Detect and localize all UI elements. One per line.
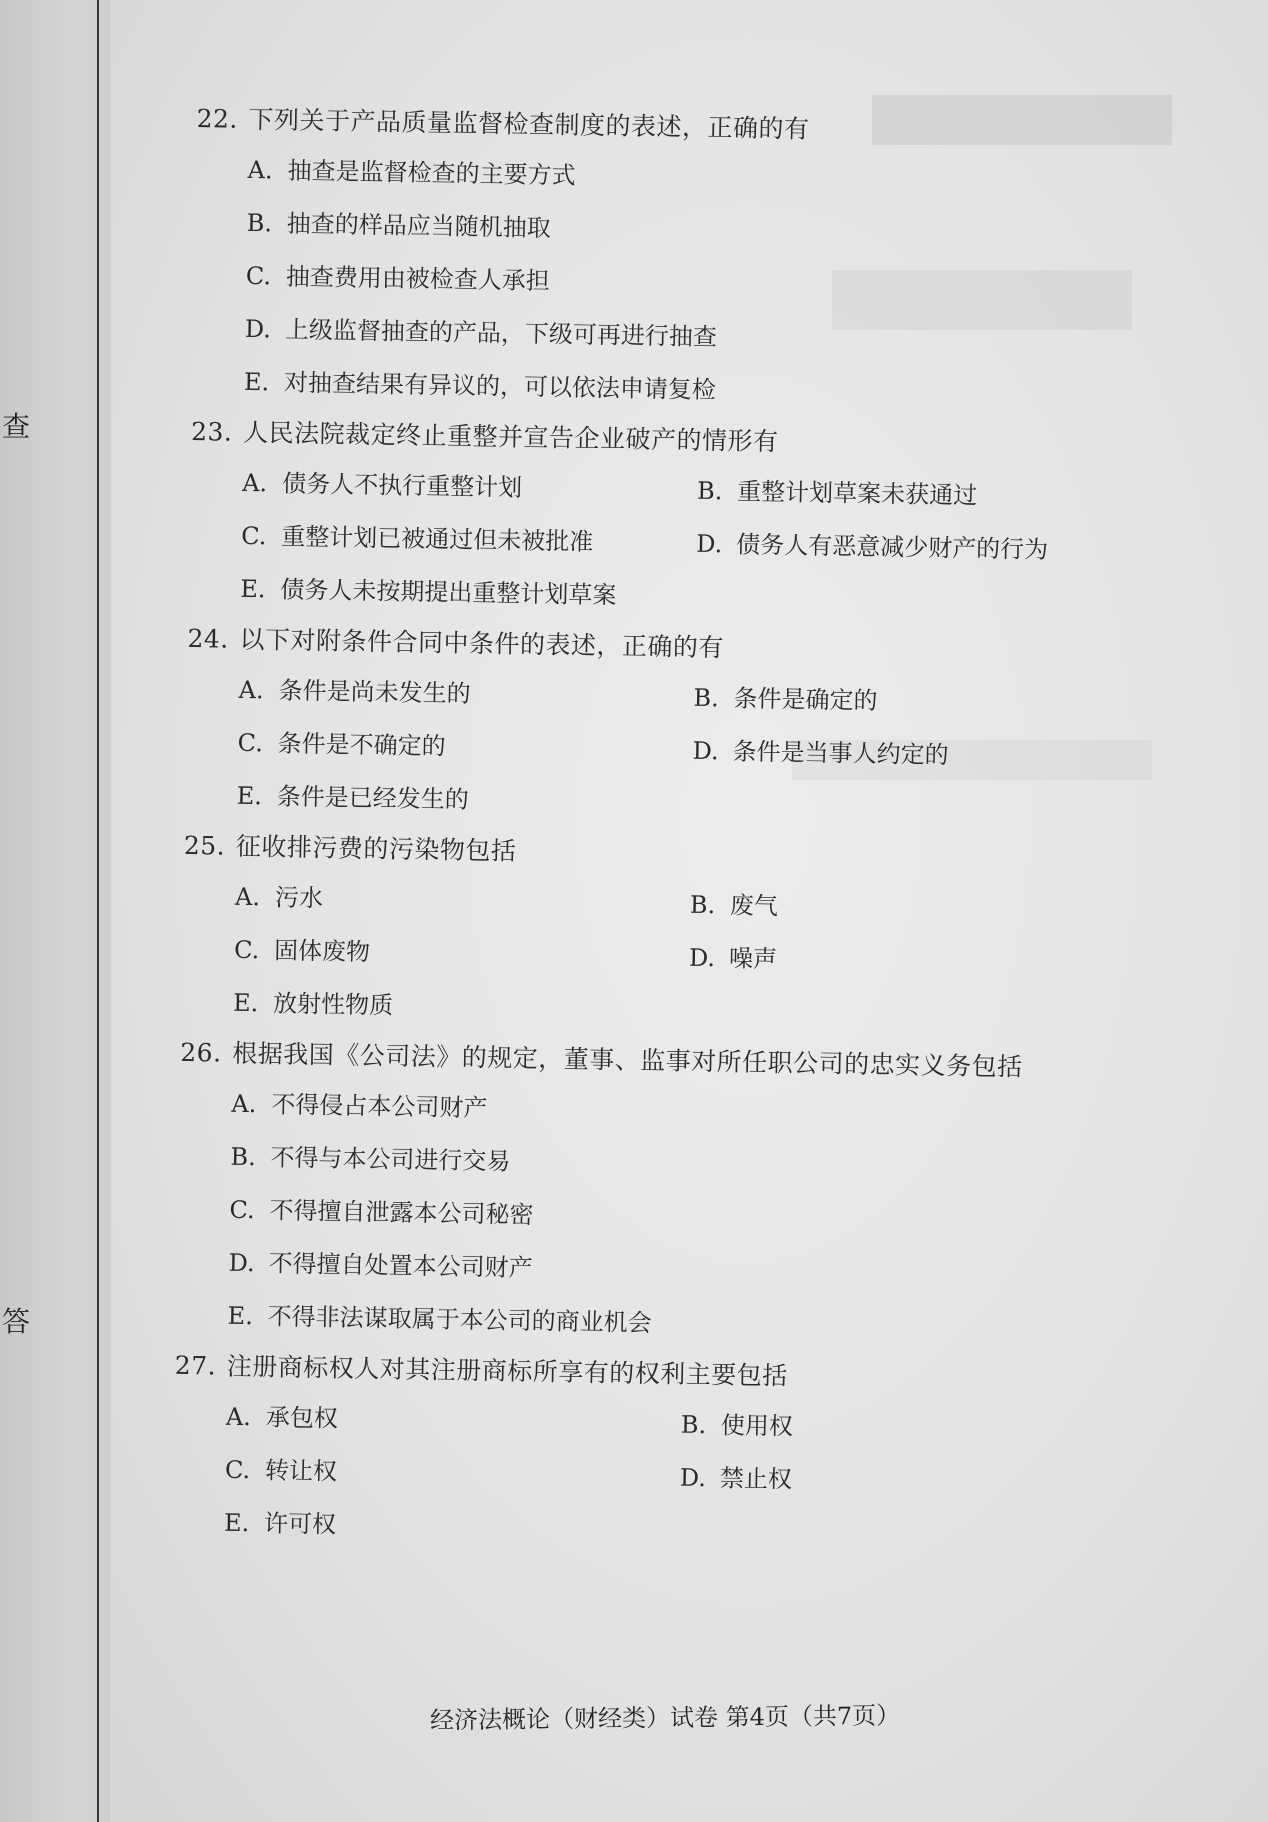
option-c [229,1184,534,1242]
option-letter: B. [680,1410,707,1440]
option-letter: D. [692,736,719,766]
option-letter: E. [236,781,263,811]
question-number: 27. [174,1350,217,1381]
option-letter: D. [695,529,723,559]
option-text: 不得擅自泄露本公司秘密 [269,1196,534,1230]
option-text: 禁止权 [719,1464,793,1494]
option-text: 条件是确定的 [733,684,878,715]
option-e [240,563,696,624]
option-text: 上级监督抽查的产品，下级可再进行抽查 [284,315,718,352]
question-text: 人民法院裁定终止重整并宣告企业破产的情形有 [242,417,779,457]
question-number: 23. [190,416,233,447]
option-text: 许可权 [263,1509,337,1539]
option-text: 转让权 [264,1456,338,1486]
option-text: 不得非法谋取属于本公司的商业机会 [267,1302,652,1338]
option-c [241,510,697,571]
option-d [696,518,1152,579]
option-letter: B. [246,208,273,238]
option-list [188,456,1191,632]
question-27 [172,1342,1175,1566]
option-text: 不得与本公司进行交易 [270,1143,511,1176]
option-e [236,770,692,831]
option-a [231,1078,488,1135]
option-text: 条件是已经发生的 [276,782,469,814]
option-letter: C. [229,1195,255,1225]
option-text: 不得侵占本公司财产 [271,1090,488,1123]
option-b [680,1399,1136,1460]
question-23 [188,408,1191,632]
option-c [225,1444,681,1505]
option-text: 抽查费用由被检查人承担 [285,262,551,296]
option-letter: B. [693,683,720,713]
option-letter: C. [224,1455,251,1485]
question-number: 25. [183,830,226,861]
question-number: 22. [196,103,239,134]
option-letter: E. [243,367,270,397]
option-list [172,1390,1175,1566]
option-letter: A. [231,1089,257,1119]
option-d [244,303,717,364]
option-letter: A. [225,1402,252,1432]
option-e [244,356,717,417]
previous-page-edge [0,0,110,1822]
margin-mark-bottom: 答 [2,1305,31,1338]
question-list [172,95,1197,1566]
option-b [689,879,1145,940]
margin-mark-top: 查 [2,410,31,443]
option-letter: A. [241,468,268,498]
option-text: 抽查的样品应当随机抽取 [286,209,551,243]
option-text: 债务人有恶意减少财产的行为 [735,530,1049,564]
question-26 [175,1029,1180,1359]
option-list [192,143,1196,425]
option-c [234,924,690,985]
question-22 [192,95,1197,425]
option-text: 抽查是监督检查的主要方式 [287,156,576,190]
option-letter: D. [228,1248,255,1278]
option-b [246,197,551,255]
option-letter: C. [241,521,267,551]
option-text: 承包权 [265,1403,339,1433]
option-letter: A. [247,155,273,185]
option-c [245,250,550,308]
option-text: 噪声 [728,944,778,974]
option-a [247,144,576,203]
option-text: 债务人不执行重整计划 [281,469,523,502]
option-text: 放射性物质 [272,989,394,1020]
question-24 [184,615,1187,839]
option-b [697,465,1153,526]
option-text: 不得擅自处置本公司财产 [268,1249,533,1283]
option-a [238,664,694,725]
option-text: 废气 [729,891,779,921]
exam-page [112,0,1268,1822]
option-a [242,457,698,518]
option-letter: C. [233,935,260,965]
page-footer: 经济法概论（财经类）试卷 第4页（共7页） [429,1701,901,1735]
option-text: 条件是尚未发生的 [278,676,471,708]
option-e [227,1290,652,1350]
option-letter: E. [240,574,266,604]
option-b [230,1131,511,1189]
option-b [693,672,1149,733]
question-text: 以下对附条件合同中条件的表述，正确的有 [239,624,725,663]
option-letter: C. [237,728,264,758]
option-c [237,717,693,778]
option-text: 重整计划草案未获通过 [736,477,978,510]
option-letter: B. [230,1142,256,1172]
option-letter: E. [232,988,259,1018]
option-e [233,977,689,1038]
option-list [175,1077,1179,1359]
option-letter: E. [227,1301,254,1331]
option-d [689,932,1145,993]
option-a [225,1391,681,1452]
option-letter: A. [238,675,264,705]
option-text: 条件是当事人约定的 [732,737,949,770]
option-letter: B. [689,890,716,920]
option-list [184,663,1187,839]
option-text: 使用权 [720,1411,794,1441]
binding-line [97,0,99,1822]
option-letter: D. [244,314,272,344]
option-letter: D. [688,943,716,973]
question-25 [181,822,1184,1046]
option-letter: B. [696,476,723,506]
question-text: 下列关于产品质量监督检查制度的表述，正确的有 [248,104,810,144]
option-e [224,1497,680,1558]
option-text: 债务人未按期提出重整计划草案 [280,575,617,610]
option-d [228,1237,533,1295]
question-number: 26. [180,1037,222,1068]
option-list [181,870,1184,1046]
option-letter: E. [223,1508,250,1538]
option-text: 固体废物 [273,936,371,967]
option-text: 污水 [274,883,324,913]
option-d [692,725,1148,786]
option-text: 重整计划已被通过但未被批准 [281,522,594,556]
option-text: 条件是不确定的 [277,729,446,761]
option-a [235,871,691,932]
option-letter: C. [245,261,272,291]
option-letter: D. [679,1463,707,1493]
question-text: 征收排污费的污染物包括 [235,831,517,866]
option-d [679,1452,1135,1513]
option-letter: A. [234,882,261,912]
option-text: 对抽查结果有异议的，可以依法申请复检 [283,368,717,405]
question-text: 根据我国《公司法》的规定，董事、监事对所任职公司的忠实义务包括 [232,1038,1023,1082]
question-number: 24. [187,623,230,654]
question-text: 注册商标权人对其注册商标所享有的权利主要包括 [226,1351,789,1391]
